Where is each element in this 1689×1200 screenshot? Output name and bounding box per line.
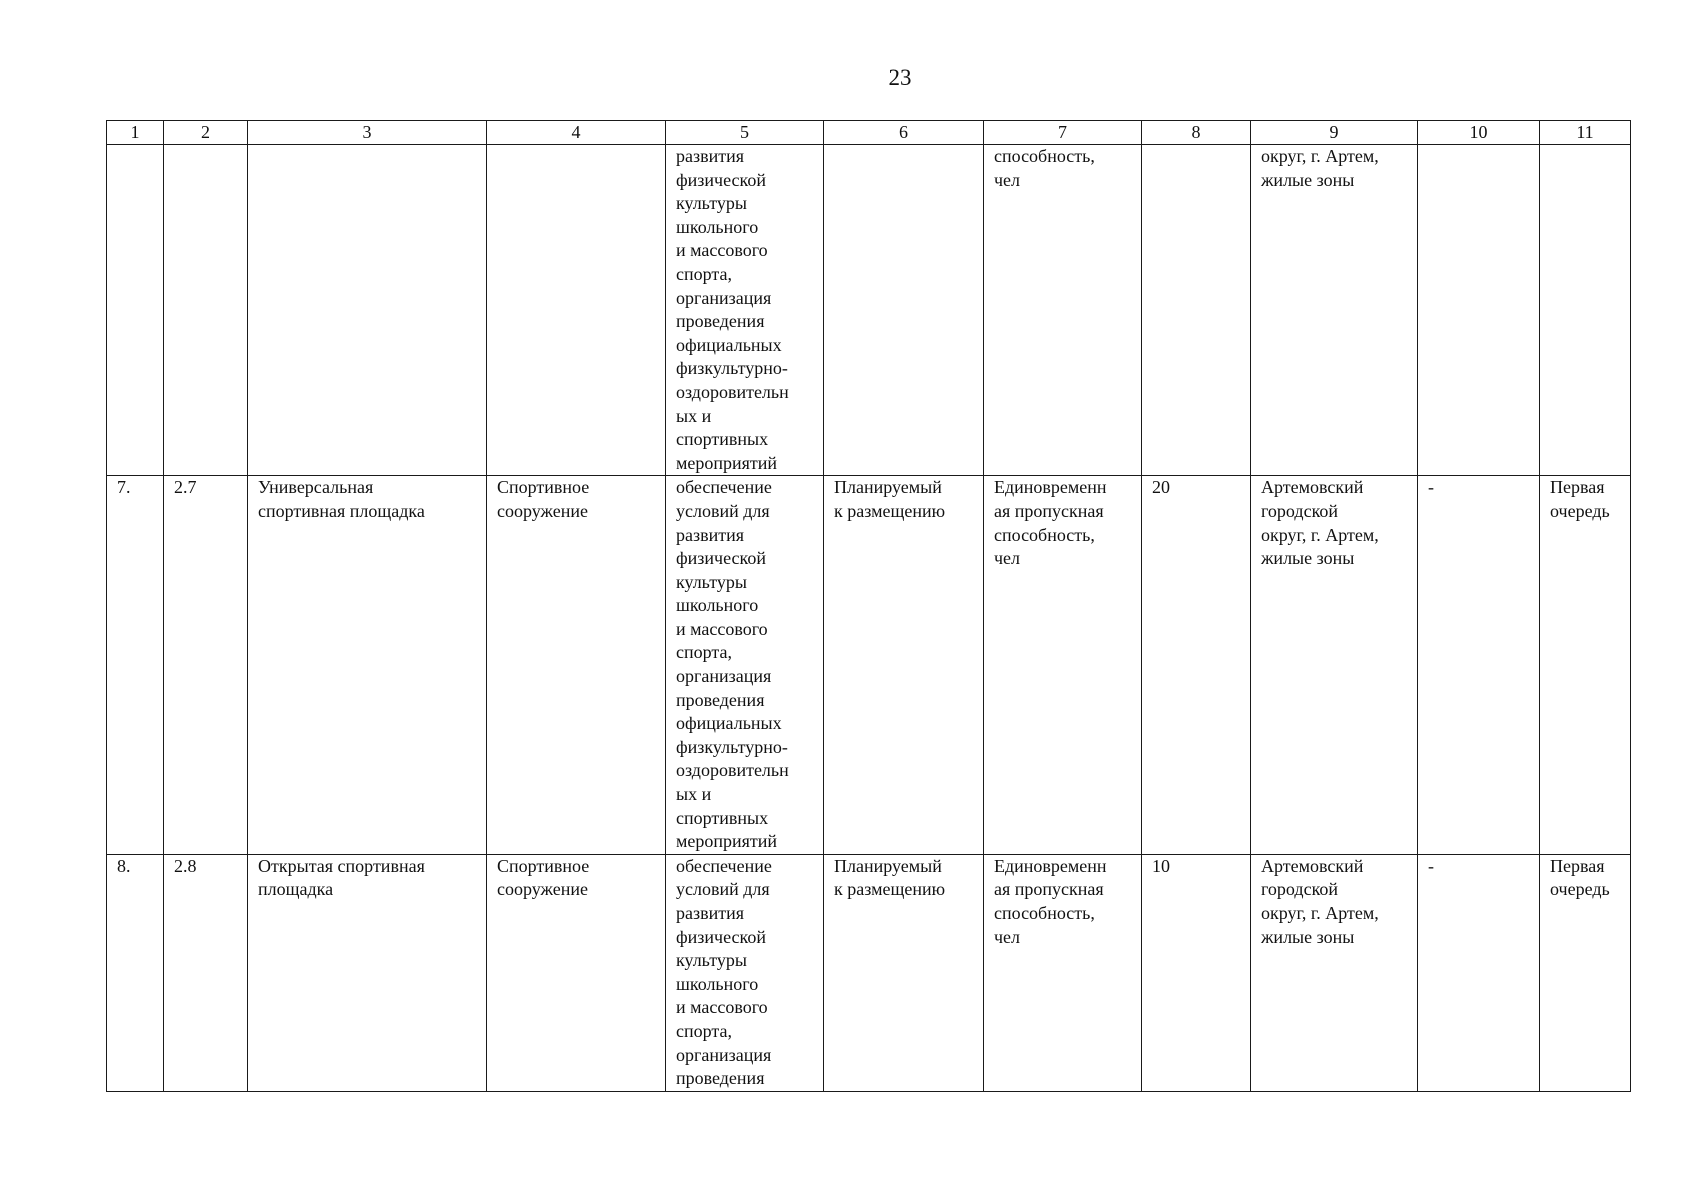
cell-characteristic: способность, чел [984, 145, 1142, 476]
cell-purpose: обеспечение условий для развития физической культуры школьного и массового спорта, организация проведения [666, 854, 824, 1091]
cell-name: Универсальная спортивная площадка [248, 476, 487, 855]
cell-status: Планируемый к размещению [824, 854, 984, 1091]
cell-code [164, 145, 248, 476]
header-col-3: 3 [248, 121, 487, 145]
cell-value [1142, 145, 1251, 476]
header-col-2: 2 [164, 121, 248, 145]
cell-purpose: обеспечение условий для развития физической культуры школьного и массового спорта, организация проведения официальных физкультурно- оздоровительн ых и спортивных мероприятий [666, 476, 824, 855]
cell-type [487, 145, 666, 476]
cell-location: Артемовский городской округ, г. Артем, жилые зоны [1251, 476, 1418, 855]
cell-queue: Первая очередь [1540, 476, 1631, 855]
header-col-10: 10 [1418, 121, 1540, 145]
cell-value: 10 [1142, 854, 1251, 1091]
table-row [107, 476, 1631, 855]
cell-num: 7. [107, 476, 164, 855]
header-col-5: 5 [666, 121, 824, 145]
cell-characteristic: Единовременн ая пропускная способность, чел [984, 854, 1142, 1091]
header-col-11: 11 [1540, 121, 1631, 145]
cell-queue: Первая очередь [1540, 854, 1631, 1091]
header-row [107, 121, 1631, 145]
cell-location: Артемовский городской округ, г. Артем, жилые зоны [1251, 854, 1418, 1091]
cell-type: Спортивное сооружение [487, 476, 666, 855]
header-col-9: 9 [1251, 121, 1418, 145]
cell-name: Открытая спортивная площадка [248, 854, 487, 1091]
objects-table [106, 120, 1631, 1092]
cell-purpose: развития физической культуры школьного и массового спорта, организация проведения официальных физкультурно- оздоровительн ых и спортивных мероприятий [666, 145, 824, 476]
cell-status: Планируемый к размещению [824, 476, 984, 855]
table-row [107, 854, 1631, 1091]
cell-num: 8. [107, 854, 164, 1091]
header-col-7: 7 [984, 121, 1142, 145]
header-col-8: 8 [1142, 121, 1251, 145]
page-number: 23 [888, 65, 912, 90]
cell-characteristic: Единовременн ая пропускная способность, чел [984, 476, 1142, 855]
cell-name [248, 145, 487, 476]
cell-location: округ, г. Артем, жилые зоны [1251, 145, 1418, 476]
table-row [107, 145, 1631, 476]
cell-num [107, 145, 164, 476]
cell-queue [1540, 145, 1631, 476]
cell-value: 20 [1142, 476, 1251, 855]
header-col-6: 6 [824, 121, 984, 145]
header-col-1: 1 [107, 121, 164, 145]
cell-zone [1418, 145, 1540, 476]
header-col-4: 4 [487, 121, 666, 145]
cell-code: 2.8 [164, 854, 248, 1091]
cell-status [824, 145, 984, 476]
cell-code: 2.7 [164, 476, 248, 855]
cell-zone: - [1418, 476, 1540, 855]
cell-zone: - [1418, 854, 1540, 1091]
cell-type: Спортивное сооружение [487, 854, 666, 1091]
